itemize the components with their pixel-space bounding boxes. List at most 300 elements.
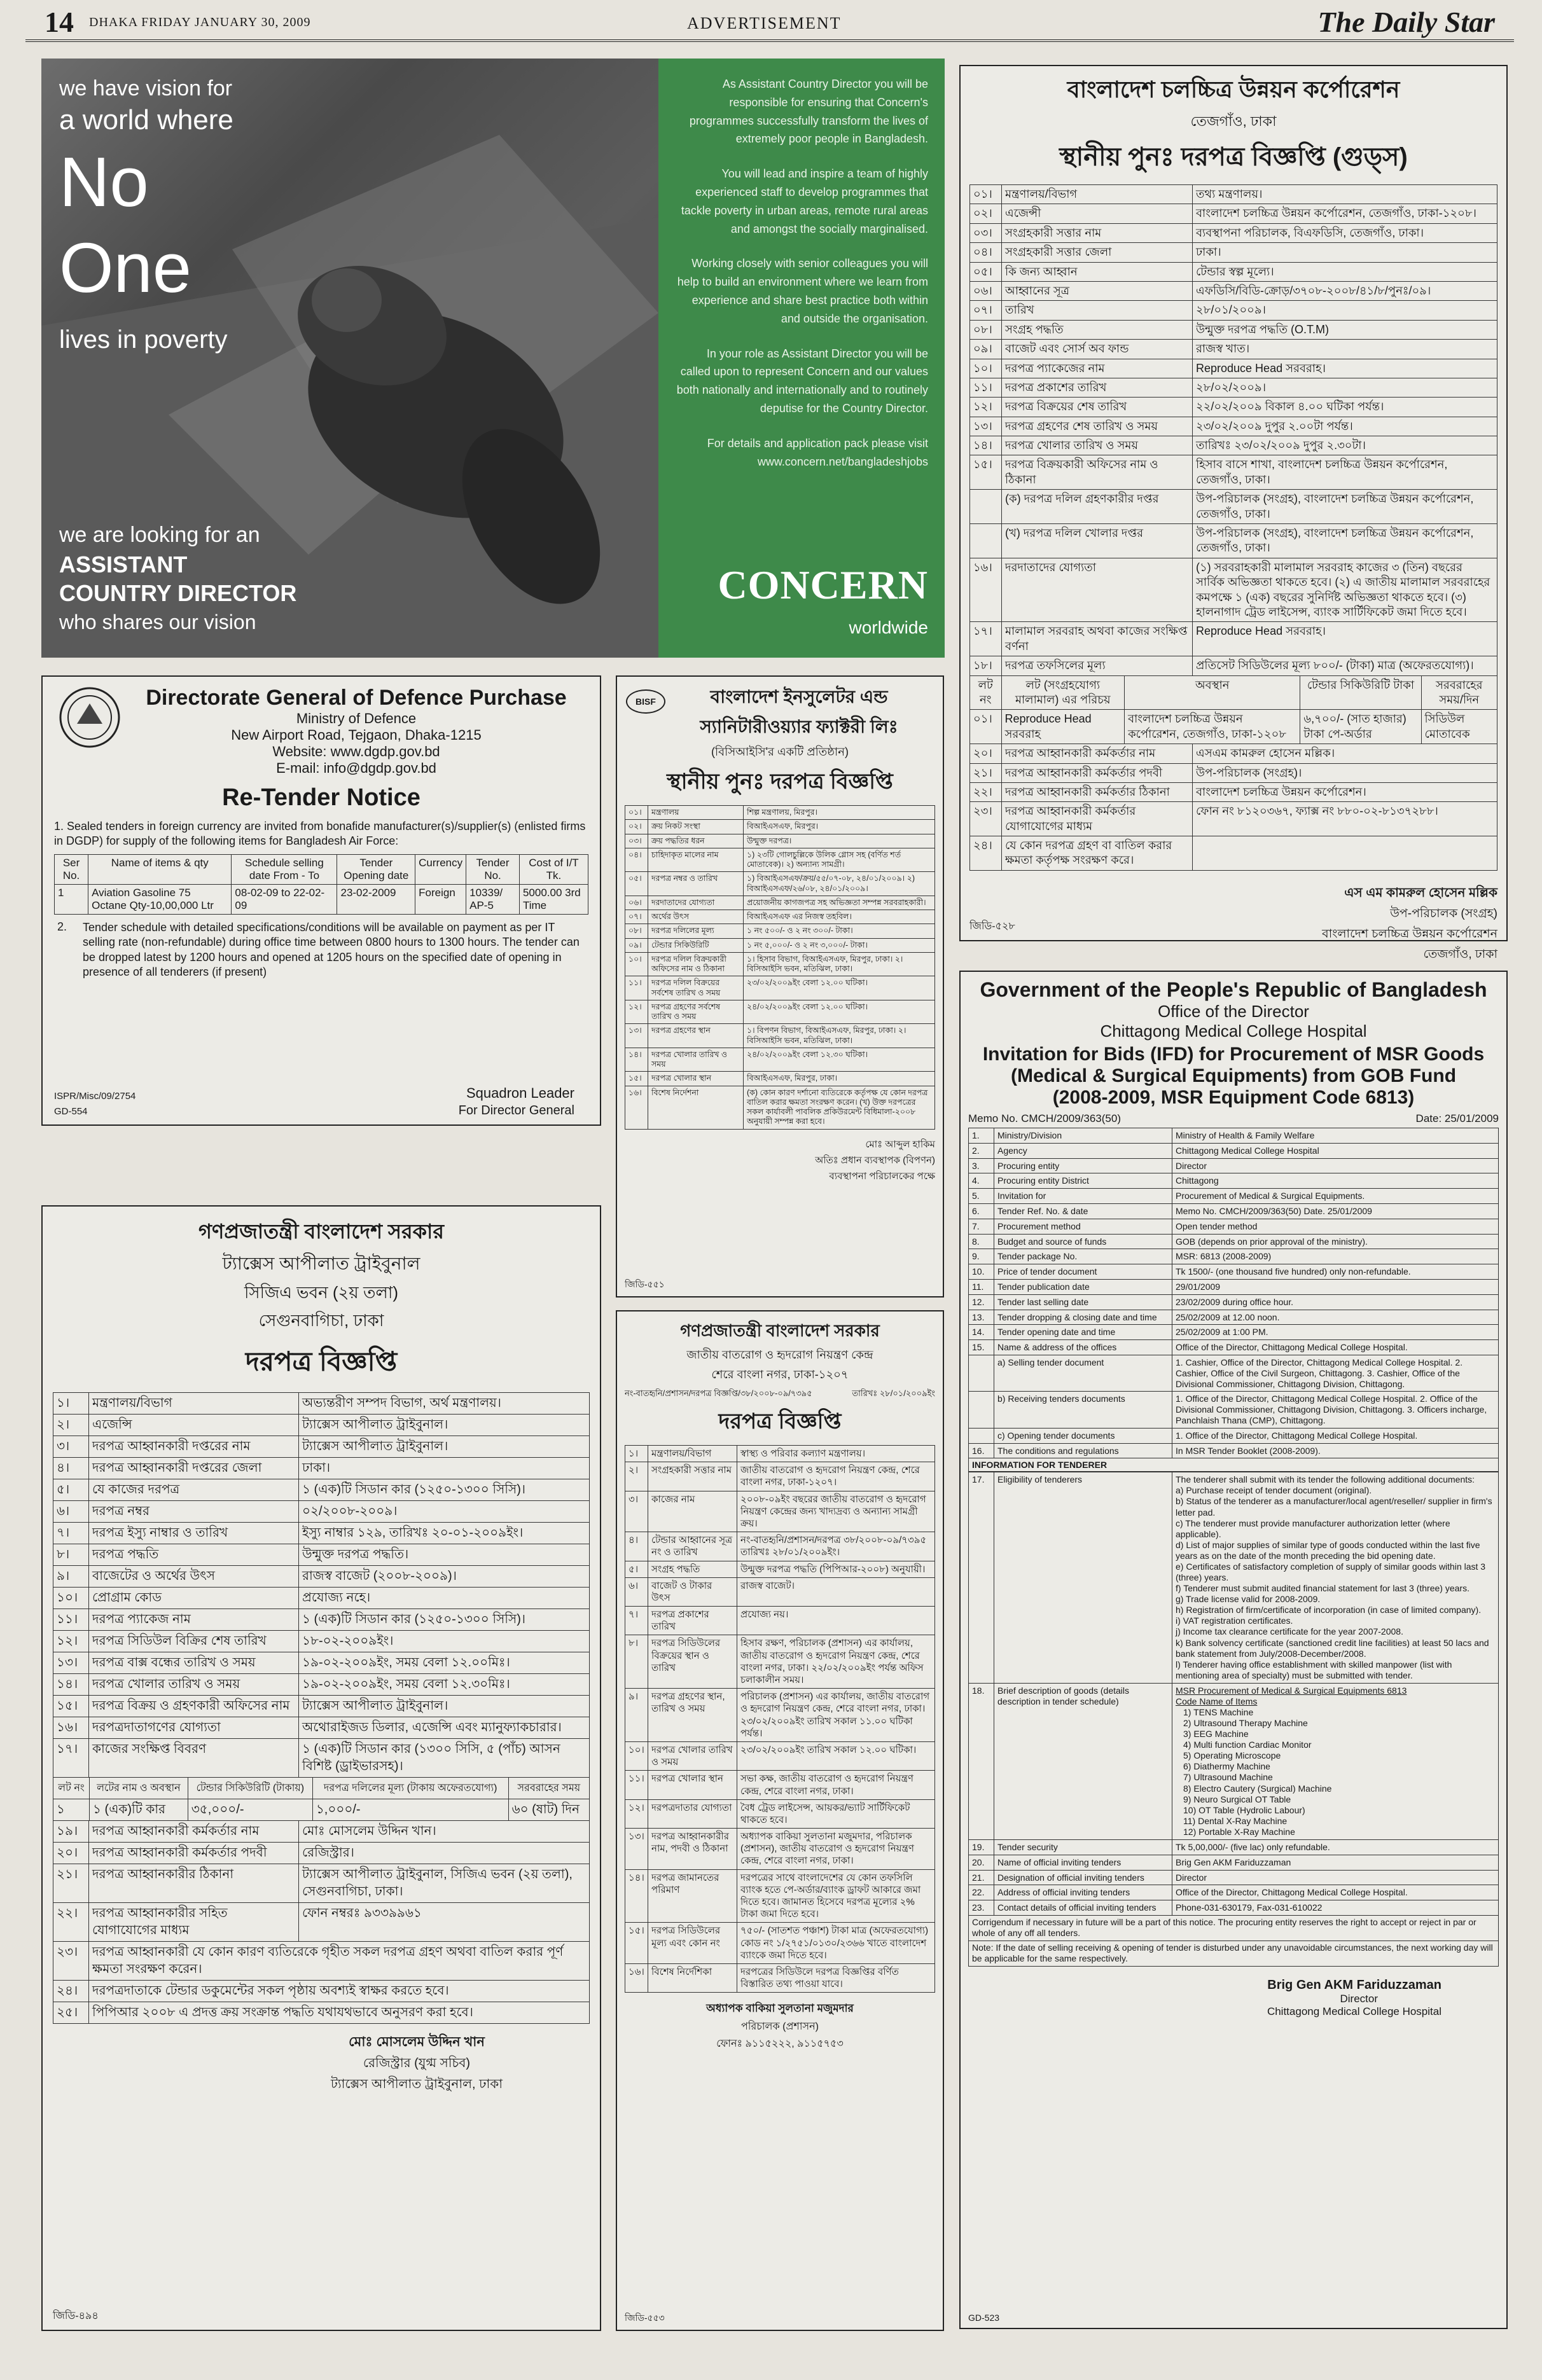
table-cell: Reproduce Head সরবরাহ (1001, 710, 1125, 744)
bisf-table (625, 805, 935, 1130)
table-cell: 6. (969, 1203, 994, 1219)
table-cell: দরপত্র খোলার স্থান (648, 1771, 737, 1799)
table-cell: 29/01/2009 (1172, 1279, 1499, 1294)
table-cell: যে কাজের দরপত্র (89, 1479, 299, 1501)
table-cell: ১৭। (970, 622, 1002, 656)
table-row (53, 1696, 590, 1717)
table-cell: ২৮/০২/২০০৯। (1193, 378, 1497, 397)
table-cell: ৬,৭০০/- (সাত হাজার) টাকা পে-অর্ডার (1300, 710, 1421, 744)
table-cell: 11. (969, 1279, 994, 1294)
table-cell: 5000.00 3rd Time (519, 884, 588, 914)
list-item: e) Certificates of satisfactory completion of supply of similar goods within last 3 (three) years. (1176, 1561, 1486, 1583)
cmch-table-2 (968, 1839, 1499, 1916)
table-row (53, 1631, 590, 1652)
table-cell: ০১। (625, 806, 648, 820)
nhrc-memo: নং-বাতহৃনি/প্রশাসন/দরপত্র বিজ্ঞপ্তি/৩৮/২০০৮-০৯/৭৩৯৫ (625, 1388, 812, 1398)
table-cell: সংগ্রহকারী সত্তার জেলা (1002, 243, 1193, 262)
table-row (625, 1000, 935, 1024)
table-cell: Reproduce Head সরবরাহ। (1193, 622, 1497, 656)
table-cell: 15. (969, 1340, 994, 1355)
table-cell: 1. Office of the Director, Chittagong Medical College Hospital. (1172, 1428, 1499, 1443)
table-cell: প্রতিসেট সিডিউলের মূল্য ৮০০/- (টাকা) মাত্র (অফেরতযোগ্য)। (1193, 656, 1497, 675)
table-row (970, 262, 1497, 281)
table-row (53, 1393, 590, 1415)
table-cell: Tender publication date (994, 1279, 1172, 1294)
table-cell: দরপত্র প্রকাশের তারিখ (1002, 378, 1193, 397)
table-cell: ফোন নং ৮১২০৩৬৭, ফ্যাক্স নং ৮৮০-০২-৮১৩৭২৮৮। (1193, 802, 1497, 836)
table-cell: দরপত্র সিডিউল বিক্রির শেষ তারিখ (89, 1631, 299, 1652)
dgdp-ref1: ISPR/Misc/09/2754 (54, 1091, 136, 1102)
table-row (970, 802, 1497, 836)
table-cell: দরপত্র খোলার তারিখ ও সময় (648, 1741, 737, 1770)
table-cell: দরপত্র আহ্বানকারী কর্মকর্তার পদবী (89, 1843, 299, 1864)
table-cell: টেন্ডার স্বল্প মূল্যে। (1193, 262, 1497, 281)
dgdp-ref2: GD-554 (54, 1106, 88, 1117)
table-cell: ৪। (53, 1458, 89, 1479)
dgdp-title: Directorate General of Defence Purchase (146, 686, 567, 710)
table-cell: দরপত্র আহ্বানকারী দপ্তরের নাম (89, 1436, 299, 1458)
table-cell: Address of official inviting tenders (994, 1885, 1172, 1900)
table-row (969, 1143, 1499, 1158)
table-cell: সিডিউল মোতাবেক (1421, 710, 1497, 744)
table-cell: ৮। (625, 1635, 648, 1689)
table-cell: বিশেষ নির্দেশিকা (648, 1963, 737, 1992)
table-cell: অথোরাইজড ডিলার, এজেন্সি এবং ম্যানুফ্যাকচারার। (299, 1717, 590, 1739)
list-item: 7) Ultrasound Machine (1183, 1772, 1273, 1783)
table-cell: ২৩। (970, 802, 1002, 836)
table-cell: প্রোগ্রাম কোড (89, 1588, 299, 1609)
table-row (625, 1741, 935, 1770)
table-cell (970, 490, 1002, 524)
bisf-sign1: মোঃ আব্দুল হাকিম (865, 1138, 935, 1150)
table-cell: ০৯। (625, 938, 648, 952)
table-cell: 20. (969, 1855, 994, 1870)
table-cell: (১) সরবরাহকারী মালামাল সরবরাহ কাজের ৩ (তিন) বছরের সার্বিক অভিজ্ঞতা থাকতে হবে। (২) এ জাতীয় মালামাল সরবরাহের কমপক্ষে ১ (এক) বছরের সুনির্দিষ্ট অভিজ্ঞতা থাকতে হবে। (৩) হালনাগাদ ট্রেড লাইসেন্স, ব্যাংক সার্টিফিকেট জমা দিতে হবে। (1193, 558, 1497, 622)
nhrc-gov: গণপ্রজাতন্ত্রী বাংলাদেশ সরকার (680, 1321, 880, 1340)
table-cell: দরপত্র আহ্বানকারীর নাম, পদবী ও ঠিকানা (648, 1829, 737, 1870)
table-cell: দরপত্রের সিডিউলে দরপত্র বিজ্ঞপ্তির বর্ণিত বিস্তারিত তথ্য পাওয়া যাবে। (737, 1963, 935, 1992)
table-cell: দরপত্র নম্বর ও তারিখ (648, 872, 744, 896)
table-row (625, 872, 935, 896)
table-cell: দরপত্র নম্বর (89, 1501, 299, 1523)
table-cell: এফডিসি/বিডি-ক্রোড়/৩৭০৮-২০০৮/৪১/৮/পুনঃ/০৯। (1193, 281, 1497, 300)
table-cell: ৫। (625, 1561, 648, 1577)
table-row (53, 2002, 590, 2024)
table-cell: দরদাতাদের যোগ্যতা (1002, 558, 1193, 622)
table-cell: দরপত্র আহ্বানকারী যে কোন কারণ ব্যতিরেকে গৃহীত সকল দরপত্র গ্রহণ অথবা বাতিল করার পূর্ণ ক্ষমতা সংরক্ষণ করেন। (89, 1942, 590, 1981)
table-cell: জাতীয় বাতরোগ ও হৃদরোগ নিয়ন্ত্রণ কেন্দ্র, শেরে বাংলা নগর, ঢাকা-১২০৭। (737, 1462, 935, 1491)
cmch-note2: Note: If the date of selling receiving & opening of tender is disturbed under any unavoidable circumstances, the next working day will be applicable for the same respectively. (968, 1941, 1499, 1967)
masthead-logo: The Daily Star (1317, 6, 1495, 38)
dgdp-address: New Airport Road, Tejgaon, Dhaka-1215 (231, 727, 482, 743)
nhrc-notice-title: দরপত্র বিজ্ঞপ্তি (718, 1409, 842, 1434)
table-cell: টেন্ডার আহ্বানের সূত্র নং ও তারিখ (648, 1532, 737, 1561)
table-cell: মন্ত্রণালয়/বিভাগ (1002, 185, 1193, 204)
table-row (625, 1869, 935, 1923)
table-cell: দরপত্র আহ্বানকারী দপ্তরের জেলা (89, 1458, 299, 1479)
table-row (625, 834, 935, 848)
nhrc-place: শেরে বাংলা নগর, ঢাকা-১২০৭ (711, 1368, 849, 1381)
table-cell: টেন্ডার সিকিউরিটি (টাকায়) (188, 1778, 312, 1799)
table-row (970, 744, 1497, 763)
table-cell: দরপত্র গ্রহণের স্থান, তারিখ ও সময় (648, 1689, 737, 1742)
table-row (970, 490, 1497, 524)
table-cell: ০৪। (625, 848, 648, 872)
ad-photo (41, 59, 658, 658)
bisf-sign2: অতিঃ প্রধান ব্যবস্থাপক (বিপণন) (815, 1154, 935, 1166)
table-cell: ০৬। (970, 281, 1002, 300)
table-cell: Director (1172, 1870, 1499, 1885)
bfdc-table (969, 184, 1497, 676)
table-cell: ২০। (970, 744, 1002, 763)
table-cell: ঢাকা। (299, 1458, 590, 1479)
list-item: 10) OT Table (Hydrolic Labour) (1183, 1804, 1305, 1815)
cmch-sign3: Chittagong Medical College Hospital (1267, 2005, 1441, 2017)
table-cell: Foreign (415, 884, 466, 914)
table-cell: 23/02/2009 during office hour. (1172, 1294, 1499, 1310)
table-row (970, 558, 1497, 622)
table-cell: প্রযোজ্য নহে। (299, 1588, 590, 1609)
table-cell: ২৪। (53, 1981, 89, 2002)
table-cell: ২২। (53, 1903, 89, 1942)
bisf-title1: বাংলাদেশ ইনসুলেটর এন্ড (710, 687, 888, 707)
table-cell: ৮। (53, 1544, 89, 1566)
table-cell: Tender last selling date (994, 1294, 1172, 1310)
cmch-gov: Government of the People's Republic of Bangladesh (980, 978, 1487, 1001)
table-cell: বাংলাদেশ চলচ্চিত্র উন্নয়ন কর্পোরেশন। (1193, 782, 1497, 801)
table-cell: ৭। (53, 1523, 89, 1544)
list-item: c) The tenderer must provide manufacturer authorization letter (where applicable). (1176, 1518, 1450, 1539)
table-cell: বিআইএসএফ, মিরপুর। (744, 820, 935, 834)
table-cell: উন্মুক্ত দরপত্র পদ্ধতি (পিপিআর-২০০৮) অনুযায়ী। (737, 1561, 935, 1577)
taxes-sign3: ট্যাক্সেস আপীলাত ট্রাইবুনাল, ঢাকা (330, 2077, 503, 2091)
table-row (625, 1799, 935, 1828)
taxes-bhaban: সিজিএ ভবন (২য় তলা) (244, 1283, 399, 1302)
table-cell: 21. (969, 1870, 994, 1885)
taxes-sign2: রেজিস্ট্রার (যুগ্ম সচিব) (363, 2056, 471, 2070)
list-item: f) Tenderer must submit audited financial statement for last 3 (three) years. (1176, 1583, 1469, 1594)
table-cell: (ক) কোন কারণ দর্শানো ব্যতিরেকে কর্তৃপক্ষ যে কোন দরপত্র বাতিল করার ক্ষমতা সংরক্ষণ করেন। (খ) উক্ত দরপত্রের সকল কার্যাবলী পাবলিক প্রকিউরমেন্ট বিধিমালা-২০০৮ অনুযায়ী সম্পন্ন করা হবে। (744, 1086, 935, 1129)
table-row (53, 1523, 590, 1544)
cmch-info-head: INFORMATION FOR TENDERER (968, 1458, 1499, 1472)
table-cell: টেন্ডার সিকিউরিটি (648, 938, 744, 952)
table-cell: 1 (55, 884, 88, 914)
taxes-office: ট্যাক্সেস আপীলাত ট্রাইবুনাল (222, 1254, 420, 1273)
dgdp-emblem-icon (58, 686, 122, 749)
table-cell: 25/02/2009 at 1:00 PM. (1172, 1325, 1499, 1340)
table-cell: শিল্প মন্ত্রণালয়, মিরপুর। (744, 806, 935, 820)
ad-paragraph: You will lead and inspire a team of highly experienced staff to develop programmes that tackle poverty in urban areas, remote rural areas and amongst the socially marginalised. (681, 167, 928, 235)
table-row (53, 1609, 590, 1631)
table-cell: ১ নং ৫০০/- ও ২ নং ৩০০/- টাকা। (744, 924, 935, 938)
table-cell: Tk 5,00,000/- (five lac) only refundable. (1172, 1839, 1499, 1855)
table-cell: a) Selling tender document (994, 1355, 1172, 1391)
list-item: l) Tenderer having office establishment with skilled manpower (list with mentioning area of specialty) must be submitted with tender. (1176, 1659, 1452, 1680)
table-row (53, 1843, 590, 1864)
table-cell: ০৫। (625, 872, 648, 896)
cmch-ref: GD-523 (968, 2313, 1000, 2323)
ad-shares: who shares our vision (59, 611, 256, 633)
table-cell: Tender dropping & closing date and time (994, 1310, 1172, 1325)
concern-job-ad (41, 59, 945, 658)
table-cell: Ser No. (55, 854, 88, 884)
table-cell: দরপত্র দলিলের মূল্য (648, 924, 744, 938)
table-cell: Open tender method (1172, 1219, 1499, 1234)
taxes-sign1: মোঃ মোসলেম উদ্দিন খান (349, 2035, 485, 2049)
table-cell: ১। হিসাব বিভাগ, বিআইএসএফ, মিরপুর, ঢাকা। ২। বিসিআইসি ভবন, মতিঝিল, ঢাকা। (744, 952, 935, 976)
bisf-notice-title: স্থানীয় পুনঃ দরপত্র বিজ্ঞপ্তি (667, 770, 893, 794)
table-cell: ১৯। (53, 1821, 89, 1843)
table-cell: মন্ত্রণালয়/বিভাগ (89, 1393, 299, 1415)
table-cell: দরপত্র জামানতের পরিমাণ (648, 1869, 737, 1923)
table-cell: ১২। (625, 1799, 648, 1828)
table-cell: ১১। (625, 1771, 648, 1799)
table-cell: ১৪। (53, 1674, 89, 1696)
table-cell: Procurement method (994, 1219, 1172, 1234)
table-cell: 25/02/2009 at 12.00 noon. (1172, 1310, 1499, 1325)
table-cell: ১ (এক)টি সিডান কার (১৩০০ সিসি, ৫ (পাঁচ) আসন বিশিষ্ট (ড্রাইভারসহ)। (299, 1739, 590, 1778)
table-cell: ১৩। (970, 417, 1002, 436)
table-row (55, 884, 588, 914)
table-cell: Procurement of Medical & Surgical Equipments. (1172, 1189, 1499, 1204)
table-row (969, 1839, 1499, 1855)
table-cell: ১৫। (625, 1072, 648, 1086)
nhrc-inst: জাতীয় বাতরোগ ও হৃদরোগ নিয়ন্ত্রণ কেন্দ্র (686, 1348, 873, 1361)
ad-text-panel (658, 59, 945, 658)
bisf-notice (616, 675, 944, 1297)
table-cell: 23-02-2009 (337, 884, 415, 914)
table-cell: দরপত্র আহ্বানকারী কর্মকর্তার নাম (1002, 744, 1193, 763)
table-row (53, 1674, 590, 1696)
table-cell: ২১। (970, 763, 1002, 782)
table-cell: সংগ্রহ পদ্ধতি (1002, 320, 1193, 339)
table-cell: Invitation for (994, 1189, 1172, 1204)
table-cell: ১৫। (970, 455, 1002, 490)
table-cell: ১। বিপণন বিভাগ, বিআইএসএফ, মিরপুর, ঢাকা। ২। বিসিআইসি ভবন, মতিঝিল, ঢাকা। (744, 1024, 935, 1048)
nhrc-date: তারিখঃ ২৮/০১/২০০৯ইং (852, 1388, 935, 1398)
table-cell (1193, 836, 1497, 871)
table-cell: দরপত্র গ্রহণের সর্বশেষ তারিখ ও সময় (648, 1000, 744, 1024)
table-cell (969, 1392, 994, 1428)
table-cell: দরপত্র খোলার তারিখ ও সময় (648, 1048, 744, 1072)
table-cell: ১৯-০২-২০০৯ইং, সময় বেলা ১২.০০মিঃ। (299, 1652, 590, 1674)
table-cell: ঢাকা। (1193, 243, 1497, 262)
table-cell: ০৩। (625, 834, 648, 848)
table-row (969, 1855, 1499, 1870)
cmch-note1: Corrigendum if necessary in future will be a part of this notice. The procuring entity reserves the right to accept or reject in par or whole of any off all tenders. (968, 1916, 1499, 1941)
table-cell: ০৭। (970, 301, 1002, 320)
table-row (625, 1532, 935, 1561)
taxes-table-3 (53, 1941, 590, 2024)
table-row (625, 1561, 935, 1577)
table-cell: 1. Office of the Director, Chittagong Medical College Hospital. 2. Office of the Divisional Commissioner, Chittagong Division, Chittagong. 3. Officers incharge, Panchlaish Thana (CMP), Chittagong. (1172, 1392, 1499, 1428)
dgdp-ministry: Ministry of Defence (296, 710, 417, 726)
table-row (970, 204, 1497, 223)
table-row (53, 1821, 590, 1843)
dgdp-note: 2. Tender schedule with detailed specifications/conditions will be available on payment as per IT selling rate (non-refundable) during office time between 0800 hours to 1300 hours. The tender can be dropped latest by 1200 hours and opened at 1205 hours on the specified date of opening in presence of all tenderers (if present) (57, 920, 580, 978)
table-cell: ১৬। (970, 558, 1002, 622)
table-cell: দরপত্র আহ্বানকারীর ঠিকানা (89, 1864, 299, 1903)
table-cell: ০৭। (625, 910, 648, 924)
table-cell: দরপত্র আহ্বানকারী কর্মকর্তার পদবী (1002, 763, 1193, 782)
table-cell: সংগ্রহ পদ্ধতি (648, 1561, 737, 1577)
table-row (969, 1443, 1499, 1458)
cmch-eligibility: 17. Eligibility of tenderers The tenderer shall submit with its tender the following additional documents: a) Purchase receipt of tender document (original). b) Status of the tenderer as a manufacturer/local agent/reseller/ supplier in firm's letter pad. c) The tenderer must provide manufacturer authorization letter (where applicable). d) List of major supplies of similar type of goods conducted within the last five years as on the date of the month preceding the bid opening date. e) Certificates of satisfactory completion of supply of similar goods within last 3 (three) years. f) Tenderer must submit audited financial statement for last 3 (three) years. g) Trade license valid for 2008-2009. h) Registration of firm/certificate of incorporation (in case of limited company). i) VAT registration certificates. j) Income tax clearance certificate for the year 2007-2008. k) Bank solvency certificate (sanctioned credit line facilities) at least 50 lacs and bank statement from July/2008-December/2008. l) Tenderer having office establishment with skilled manpower (list with mentioning area of specialty) must be submitted with tender. 18. Brief description of goods (details description in tender schedule) MSR Procurement of Medical & Surgical Equipments 6813 Code Name of Items 1) TENS Machine 2) Ultrasound Therapy Machine 3) EEG Machine 4) Multi function Cardiac Monitor 5) Operating Microscope 6) Diathermy Machine 7) Ultrasound Machine 8) Electro Cautery (Surgical) Machine 9) Neuro Surgical OT Table 10) OT Table (Hydrolic Labour) 11) Dental X-Ray Machine 12) Portable X-Ray Machine (968, 1472, 1499, 1840)
table-cell: সরবরাহের সময় (508, 1778, 589, 1799)
ad-line2: a world where (59, 104, 233, 135)
nhrc-table (625, 1445, 935, 1993)
table-cell: ২৩/০২/২০০৯ইং তারিখ সকাল ১২.০০ ঘটিকা। (737, 1741, 935, 1770)
table-cell: ৪। (625, 1532, 648, 1561)
table-cell: Memo No. CMCH/2009/363(50) Date. 25/01/2009 (1172, 1203, 1499, 1219)
table-cell: ১৬। (625, 1963, 648, 1992)
table-row (969, 1128, 1499, 1144)
table-cell: ৬। (625, 1577, 648, 1606)
table-row (970, 417, 1497, 436)
table-cell: সংগ্রহকারী সত্তার নাম (648, 1462, 737, 1491)
table-row (970, 622, 1497, 656)
table-cell: বাজেটের ও অর্থের উৎস (89, 1566, 299, 1588)
table-row (969, 1234, 1499, 1249)
section-label: ADVERTISEMENT (687, 14, 842, 32)
table-cell: ২৪/০২/২০০৯ইং বেলা ১২.০০ ঘটিকা। (744, 1000, 935, 1024)
table-cell (969, 1355, 994, 1391)
table-row (53, 1479, 590, 1501)
table-cell: দরপত্র দলিল বিক্রয়ের সর্বশেষ তারিখ ও সময় (648, 976, 744, 1000)
table-cell: ৭৫০/- (সাতশত পঞ্চাশ) টাকা মাত্র (অফেরতযোগ্য) কোড নং ১/২৭৫১/০১৩০/২৩৬৬ খাতে বাংলাদেশ ব্যাংকে জমা দিতে হবে। (737, 1923, 935, 1964)
table-cell: ২৩। (53, 1942, 89, 1981)
table-cell: ২২/০২/২০০৯ বিকাল ৪.০০ ঘটিকা পর্যন্ত। (1193, 398, 1497, 417)
bfdc-notice (959, 65, 1508, 961)
table-cell (969, 1428, 994, 1443)
list-item: 12) Portable X-Ray Machine (1183, 1826, 1295, 1837)
table-cell: ১৪। (625, 1048, 648, 1072)
table-cell: ক্রয় পদ্ধতির ধরন (648, 834, 744, 848)
table-cell: Designation of official inviting tenders (994, 1870, 1172, 1885)
table-row (970, 301, 1497, 320)
table-row (970, 524, 1497, 558)
list-item: i) VAT registration certificates. (1176, 1615, 1293, 1626)
table-cell: বাজেট ও টাকার উৎস (648, 1577, 737, 1606)
table-row (53, 1501, 590, 1523)
table-cell: ১ নং ৫,০০০/- ও ২ নং ৩,০০০/- টাকা। (744, 938, 935, 952)
list-item: k) Bank solvency certificate (sanctioned credit line facilities) at least 50 lacs and bank statement from July/2008-December/2008. (1176, 1637, 1489, 1659)
concern-logo: CONCERN worldwide (718, 562, 928, 638)
bisf-title2: স্যানিটারীওয়্যার ফ্যাক্টরী লিঃ (700, 717, 898, 737)
table-cell: তথ্য মন্ত্রণালয়। (1193, 185, 1497, 204)
nhrc-memo-row (625, 1388, 935, 1401)
ad-line1: we have vision for (59, 76, 233, 100)
table-cell: Phone-031-630179, Fax-031-610022 (1172, 1900, 1499, 1916)
table-cell: b) Receiving tenders documents (994, 1392, 1172, 1428)
table-cell: দরপত্র প্যাকেজের নাম (1002, 359, 1193, 378)
table-cell: 3. (969, 1158, 994, 1173)
bfdc-lot-table (969, 675, 1497, 745)
table-row (53, 1588, 590, 1609)
table-row (53, 1544, 590, 1566)
table-cell: In MSR Tender Booklet (2008-2009). (1172, 1443, 1499, 1458)
table-cell: অভ্যন্তরীণ সম্পদ বিভাগ, অর্থ মন্ত্রণালয়। (299, 1393, 590, 1415)
table-cell: চাহিদাকৃত মালের নাম (648, 848, 744, 872)
table-cell: দরপত্র খোলার স্থান (648, 1072, 744, 1086)
table-cell: হিসাব রক্ষণ, পরিচালক (প্রশাসন) এর কার্যালয়, জাতীয় বাতরোগ ও হৃদরোগ নিয়ন্ত্রণ কেন্দ্র, শেরে বাংলা নগর, ঢাকা। ২২/০২/২০০৯ইং পর্যন্ত অফিস চলাকালীন সময়। (737, 1635, 935, 1689)
table-cell: লট (সংগ্রহযোগ্য মালামাল) এর পরিচয় (1001, 675, 1125, 710)
table-cell: ৬০ (ষাট) দিন (508, 1799, 589, 1821)
table-cell: ১১। (970, 378, 1002, 397)
dateline: DHAKA FRIDAY JANUARY 30, 2009 (89, 15, 311, 29)
table-row (625, 1577, 935, 1606)
table-cell: দরপত্র দলিল বিক্রয়কারী অফিসের নাম ও ঠিকানা (648, 952, 744, 976)
table-row (625, 1635, 935, 1689)
table-row (625, 1963, 935, 1992)
taxes-place: সেগুনবাগিচা, ঢাকা (258, 1311, 384, 1330)
bfdc-table-2 (969, 744, 1497, 871)
table-cell: ১৫। (625, 1923, 648, 1964)
table-cell: 08-02-09 to 22-02-09 (232, 884, 337, 914)
nhrc-ref: জিডি-৫৫৩ (625, 2313, 665, 2323)
taxes-table-2 (53, 1820, 590, 1942)
table-row (625, 1086, 935, 1129)
table-cell: Aviation Gasoline 75 Octane Qty-10,00,000 Ltr (88, 884, 232, 914)
bfdc-ref: জিডি-৫২৮ (969, 921, 1015, 932)
dgdp-email: E-mail: info@dgdp.gov.bd (276, 760, 436, 776)
nhrc-sign2: পরিচালক (প্রশাসন) (741, 2021, 819, 2033)
table-cell: ১৩। (625, 1829, 648, 1870)
table-cell: দরপত্র আহ্বানকারী কর্মকর্তার যোগাযোগের মাধ্যম (1002, 802, 1193, 836)
cmch-memo-row (968, 1112, 1499, 1125)
table-cell: ১৩। (625, 1024, 648, 1048)
table-row (969, 1900, 1499, 1916)
table-row (625, 820, 935, 834)
cmch-office: Office of the Director (1158, 1002, 1309, 1021)
table-cell: Name of official inviting tenders (994, 1855, 1172, 1870)
table-cell: ২৩/০২/২০০৯ইং বেলা ১২.০০ ঘটিকা। (744, 976, 935, 1000)
table-cell: ১২। (970, 398, 1002, 417)
table-cell: ১২। (625, 1000, 648, 1024)
table-row (970, 836, 1497, 871)
table-cell: ১৯-০২-২০০৯ইং, সময় বেলা ১২.৩০মিঃ। (299, 1674, 590, 1696)
table-cell: ৯। (625, 1689, 648, 1742)
table-cell: Agency (994, 1143, 1172, 1158)
table-cell: দরপত্র প্যাকেজ নাম (89, 1609, 299, 1631)
table-cell: ৩। (53, 1436, 89, 1458)
ad-looking: we are looking for an (59, 523, 260, 547)
table-row (53, 1778, 590, 1799)
table-row (969, 1428, 1499, 1443)
table-cell: ১০। (625, 1741, 648, 1770)
list-item: 3) EEG Machine (1183, 1729, 1249, 1740)
table-cell: ব্যবস্থাপনা পরিচালক, বিএফডিসি, তেজগাঁও, ঢাকা। (1193, 223, 1497, 242)
table-row (55, 854, 588, 884)
table-cell: Cost of I/T Tk. (519, 854, 588, 884)
table-cell: দরপত্র বিক্রয় ও গ্রহণকারী অফিসের নাম (89, 1696, 299, 1717)
table-cell: এজেন্সি (89, 1415, 299, 1436)
table-cell: MSR: 6813 (2008-2009) (1172, 1249, 1499, 1264)
table-cell: দরপত্রদাতার যোগ্যতা (648, 1799, 737, 1828)
table-cell: ট্যাক্সেস আপীলাত ট্রাইবুনাল। (299, 1436, 590, 1458)
table-cell: (ক) দরপত্র দলিল গ্রহণকারীর দপ্তর (1002, 490, 1193, 524)
table-cell: ২৪। (970, 836, 1002, 871)
table-cell: পরিচালক (প্রশাসন) এর কার্যালয়, জাতীয় বাতরোগ ও হৃদরোগ নিয়ন্ত্রণ কেন্দ্র, শেরে বাংলা নগর, ঢাকা। ২৩/০২/২০০৯ইং তারিখ সকাল ১১.০০ ঘটিকা পর্যন্ত। (737, 1689, 935, 1742)
ad-one: One (59, 229, 191, 307)
table-cell: প্রযোজ্য নয়। (737, 1607, 935, 1635)
dgdp-notice (41, 675, 601, 1126)
table-cell: মন্ত্রণালয় (648, 806, 744, 820)
cmch-hospital: Chittagong Medical College Hospital (1100, 1021, 1367, 1041)
table-cell: ০২/২০০৮-২০০৯। (299, 1501, 590, 1523)
table-cell: Tender Ref. No. & date (994, 1203, 1172, 1219)
table-cell: উপ-পরিচালক (সংগ্রহ), বাংলাদেশ চলচ্চিত্র উন্নয়ন কর্পোরেশন, তেজগাঁও, ঢাকা। (1193, 490, 1497, 524)
